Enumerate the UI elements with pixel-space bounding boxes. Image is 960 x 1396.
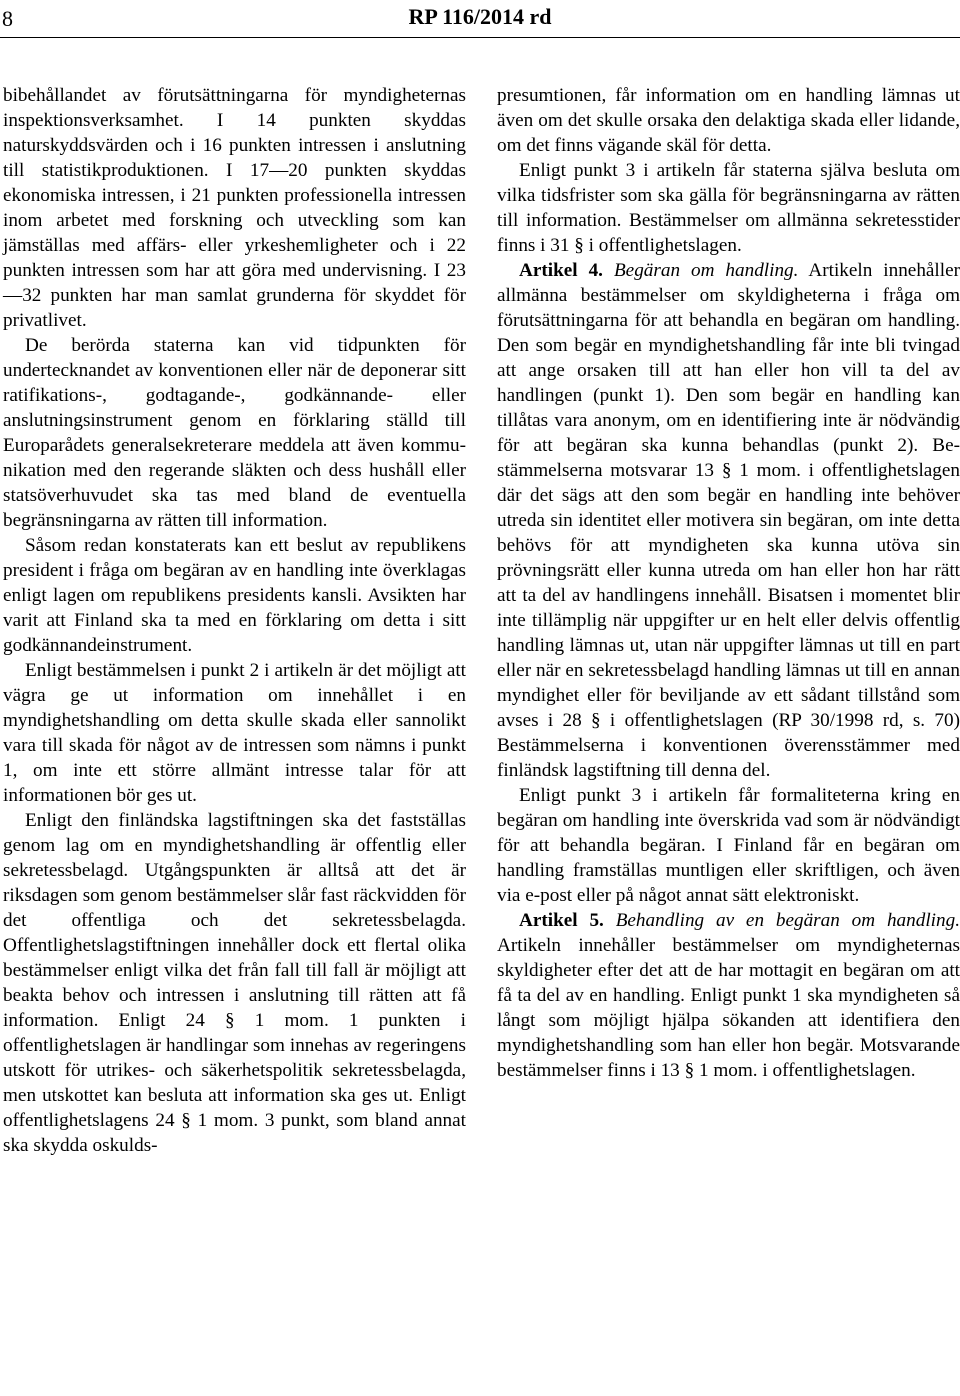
article-5-paragraph xyxy=(497,908,960,1083)
article-4-text: Artikeln innehåller allmänna bestämmelser om skyldigheterna i fråga om förutsättningarna för att behandla en begäran om handling. Den som begär en myndighetshandling får inte bli tvingad att ange orsaken till att han eller hon vill ta del av handlingen (punkt 1). Den som begär en handling kan tillåtas vara anonym, om en identifiering inte är nödvändig för att begäran ska kunna behandlas (punkt 2). Bestämmelserna motsvarar 13 § 1 mom. i offentlighetslagen där det sägs att den som begär en handling inte behöver utreda sin identitet eller motivera sin begäran, om inte detta behövs för att myndigheten ska kunna utöva sin prövningsrätt eller kunna utreda om han eller hon har rätt att ta del av handlingens innehåll. Bisatsen i momentet blir inte tillämplig när uppgifter ur en helt eller delvis offentlig handling lämnas ut, utan när uppgifter lämnas ut till en part eller när en sekretessbelagd handling lämnas ut till en annan myndighet eller för beviljande av ett sådant tillstånd som avses i 28 § i offentlighetslagen (RP 30/1998 rd, s. 70) Bestämmelserna i konventionen överensstämmer med finländsk lagstiftning till denna del. xyxy=(497,260,960,781)
paragraph: bibehållandet av förutsättningarna för myndigheternas inspektionsverksamhet. I 14 punkten skyddas naturskyddsvärden och i 16 punkten intressen i anslutning till statistikproduktionen. I 17—20 punkten skyddas ekonomiska intressen, i 21 punkten professionella intressen inom arbetet med forskning och utveckling som kan jämställas med affärs- eller yrkeshemligheter och i 22 punkten intressen som har att göra med undervisning. I 23—32 punkten har man samlat grunderna för skyddet för privatlivet. xyxy=(3,85,466,331)
page-number: 8 xyxy=(2,6,13,31)
header-rule xyxy=(0,37,960,38)
article-4-paragraph xyxy=(497,258,960,783)
paragraph: Enligt punkt 3 i artikeln får formaliteterna kring en begäran om handling inte överskrida vad som är nödvändigt för att behandla begäran. I Finland får en begäran om handling framställas muntligen eller skriftligen, och även via e-post eller på något annat sätt elektroniskt. xyxy=(497,785,960,906)
paragraph: Såsom redan konstaterats kan ett beslut av republikens president i fråga om begäran av en handling inte överklagas enligt lagen om republikens presidents kansli. Avsikten har varit att Finland ska ta med en förklaring om detta i sitt godkännandeinstrument. xyxy=(3,535,466,656)
document-id: RP 116/2014 rd xyxy=(408,4,552,29)
paragraph: Enligt bestämmelsen i punkt 2 i artikeln är det möjligt att vägra ge ut information om innehållet i en myndighetshandling om detta skulle skada eller sannolikt vara till skada för något av de intressen som nämns i punkt 1, om inte ett större allmänt intresse talar för att informationen bör ges ut. xyxy=(3,660,466,806)
article-5-text: Artikeln innehåller bestämmelser om myndigheternas skyldigheter efter det att de har mottagit en begäran om att få ta del av en handling. Enligt punkt 1 ska myndigheten så långt som möjligt hjälpa sökanden att identifiera den myndighetshandling som han eller hon begär. Motsvarande bestämmelser finns i 13 § 1 mom. i offentlighetslagen. xyxy=(497,935,960,1081)
article-4-title: Begäran om handling. xyxy=(613,260,799,281)
paragraph: Enligt punkt 3 i artikeln får staterna själva besluta om vilka tidsfrister som ska gälla för begränsningarna av rätten till information. Bestämmelser om allmänna sekretesstider finns i 31 § i offentlighetslagen. xyxy=(497,160,960,256)
paragraph: presumtionen, får information om en handling lämnas ut även om det skulle orsaka den delaktiga skada eller lidande, om det finns vägande skäl för detta. xyxy=(497,85,960,156)
page-header xyxy=(0,0,960,40)
left-column xyxy=(3,83,466,1158)
right-column xyxy=(497,83,960,1083)
paragraph: De berörda staterna kan vid tidpunkten för undertecknandet av konventionen eller när de deponerar sitt ratifikations-, godtagande-, godkännande- eller anslutningsinstrument genom en förklaring ställd till Europarådets generalsekreterare meddela att även kommunikation med den regerande släkten och dess hushåll eller statsöverhuvudet ska tas med bland de eventuella begränsningarna av rätten till information. xyxy=(3,335,466,531)
article-4-label: Artikel 4. xyxy=(519,260,603,281)
paragraph: Enligt den finländska lagstiftningen ska det fastställas genom lag om en myndighetshandling är offentlig eller sekretessbelagd. Utgångspunkten är alltså att det är riksdagen som genom bestämmelser slår fast räckvidden för det offentliga och det sekretessbelagda. Offentlighetslagstiftningen innehåller dock ett flertal olika bestämmelser enligt vilka det från fall till fall är möjligt att beakta behov och intressen i anslutning till rätten att få information. Enligt 24 § 1 mom. 1 punkten i offentlighetslagen är handlingar som innehas av regeringens utskott för utrikes- och säkerhetspolitik sekretessbelagda, men utskottet kan besluta att information ska ges ut. Enligt offentlighetslagens 24 § 1 mom. 3 punkt, som bland annat ska skydda oskulds- xyxy=(3,810,466,1156)
article-5-title: Behandling av en begäran om handling. xyxy=(615,910,960,931)
article-5-label: Artikel 5. xyxy=(519,910,604,931)
